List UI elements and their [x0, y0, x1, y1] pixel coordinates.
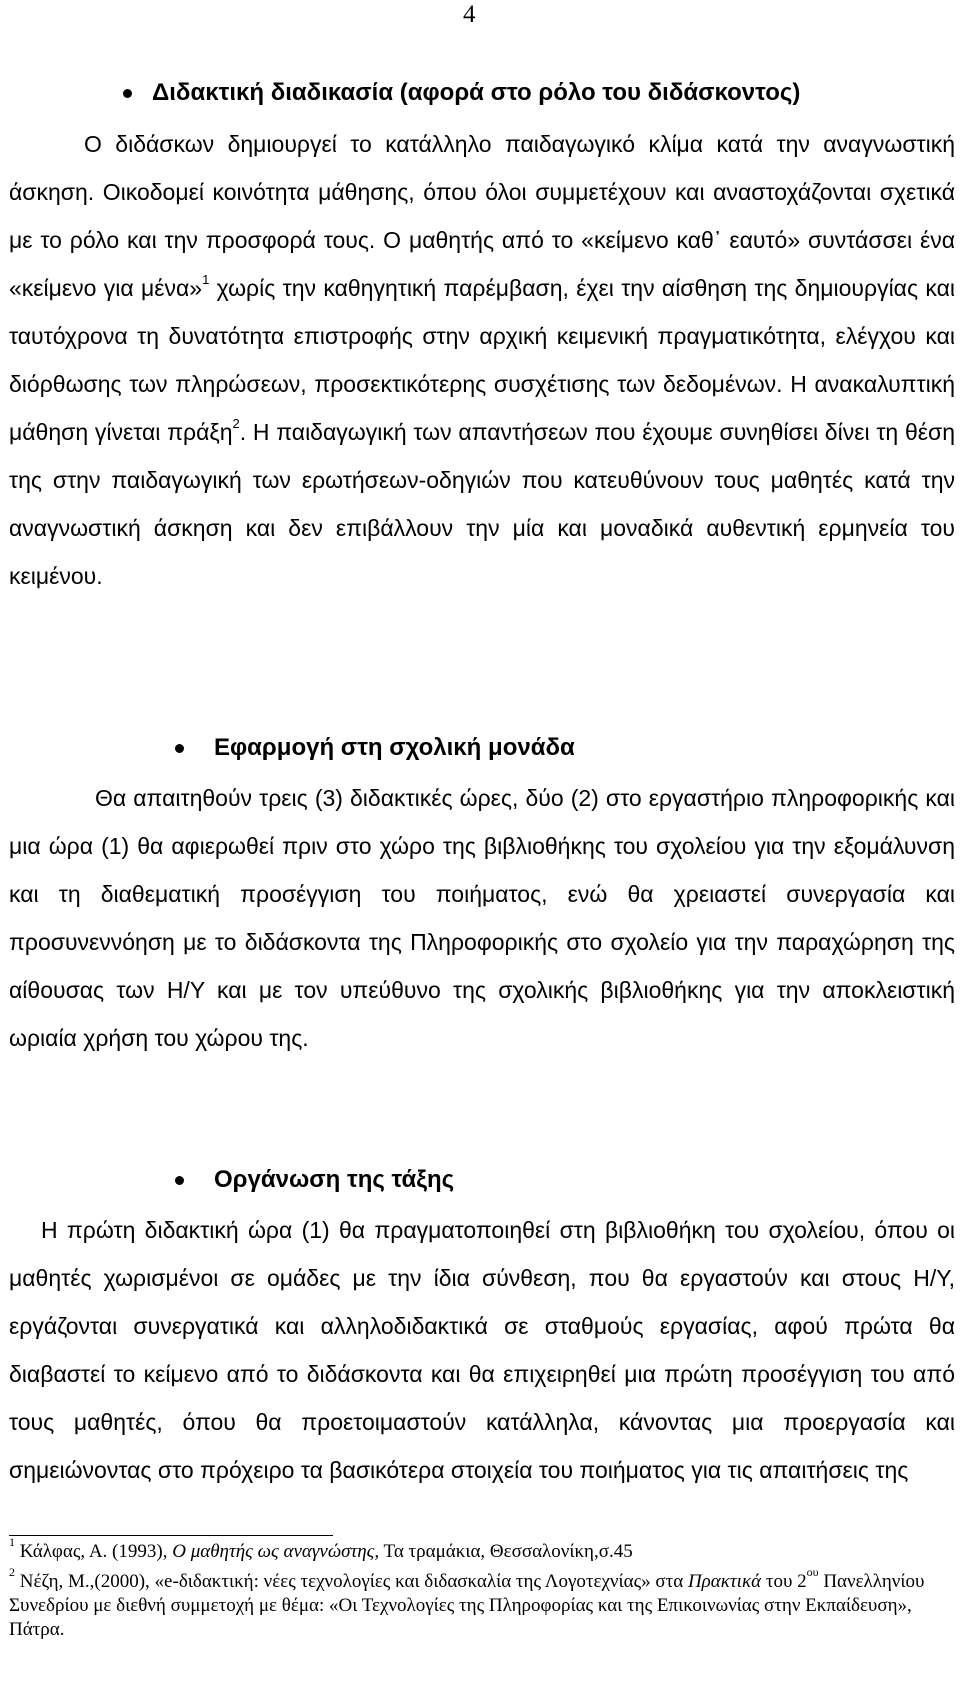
heading-text: Οργάνωση της τάξης: [214, 1166, 455, 1193]
footnote-number: 2: [9, 1564, 15, 1579]
footnote-title: Πρακτικά: [687, 1571, 762, 1592]
paragraph-text: Ο διδάσκων δημιουργεί το κατάλληλο παιδαγωγικό κλίμα κατά την αναγνωστική άσκηση. Οικοδομεί κοινότητα μάθησης, όπου όλοι συμμετέχουν και αναστοχάζονται σχετικά με το ρόλο και την προσφορά τους. Ο μαθητής από το «κείμενο καθ᾽ εαυτό» συντάσσει ένα «κείμενο για μένα»: [9, 131, 955, 301]
footnote-number: 1: [9, 1534, 15, 1549]
footnote-2: [9, 1564, 955, 1642]
footnote-text: Τα τραμάκια, Θεσσαλονίκη,σ.45: [379, 1541, 633, 1562]
bullet-icon: [175, 1176, 184, 1185]
bullet-icon: [175, 744, 184, 753]
section-class-organization: [9, 1160, 955, 1546]
page-number: 4: [463, 1, 476, 28]
footnote-text: Κάλφας, Α. (1993),: [15, 1541, 173, 1562]
section-heading: [9, 73, 955, 113]
footnote-text: Νέζη, Μ.,(2000), «e-διδακτική: νέες τεχνολογίες και διδασκαλία της Λογοτεχνίας» στα: [15, 1571, 688, 1592]
bullet-icon: [123, 89, 132, 98]
heading-text: Διδακτική διαδικασία (αφορά στο ρόλο του διδάσκοντος): [152, 79, 801, 106]
paragraph-text: . Η παιδαγωγική των απαντήσεων που έχουμε συνηθίσει δίνει τη θέση της στην παιδαγωγική των ερωτήσεων-οδηγιών που κατευθύνουν τους μαθητές κατά την αναγνωστική άσκηση και δεν επιβάλλουν την μία και μοναδικά αυθεντική ερμηνεία του κειμένου.: [9, 419, 955, 589]
section-heading: [9, 1160, 955, 1200]
paragraph: [9, 120, 955, 600]
footnote-ref[interactable]: 1: [202, 272, 210, 288]
footnote-text: του 2: [761, 1571, 807, 1592]
paragraph-text: χωρίς την καθηγητική παρέμβαση, έχει την αίσθηση της δημιουργίας και ταυτόχρονα τη δυνατότητα επιστροφής στην αρχική κειμενική πραγματικότητα, ελέγχου και διόρθωσης των πληρώσεων, προσεκτικότερης συσχέτισης των δεδομένων. Η ανακαλυπτική μάθηση γίνεται πράξη: [9, 275, 956, 445]
footnote-text: Πανελληνίου Συνεδρίου με διεθνή συμμετοχή με θέμα: «Οι Τεχνολογίες της Πληροφορίας και της Επικοινωνίας στην Εκπαίδευση», Πάτρα.: [9, 1571, 925, 1640]
ordinal-suffix: ου: [806, 1564, 819, 1579]
section-school-application: [9, 728, 955, 1062]
paragraph: Η πρώτη διδακτική ώρα (1) θα πραγματοποιηθεί στη βιβλιοθήκη του σχολείου, όπου οι μαθητές χωρισμένοι σε ομάδες με την ίδια σύνθεση, που θα εργαστούν και στους Η/Υ, εργάζονται συνεργατικά και αλληλοδιδακτικά σε σταθμούς εργασίας, αφού πρώτα θα διαβαστεί το κείμενο από το διδάσκοντα και θα επιχειρηθεί μια πρώτη προσέγγιση του από τους μαθητές, όπου θα προετοιμαστούν κατάλληλα, κάνοντας μια προεργασία και σημειώνοντας στο πρόχειρο τα βασικότερα στοιχεία του ποιήματος για τις απαιτήσεις της: [9, 1217, 955, 1483]
section-heading: [9, 728, 955, 768]
footnote-separator: [9, 1535, 333, 1536]
section-didactic-process: [9, 73, 955, 600]
heading-text: Εφαρμογή στη σχολική μονάδα: [214, 734, 575, 761]
paragraph: Θα απαιτηθούν τρεις (3) διδακτικές ώρες, δύο (2) στο εργαστήριο πληροφορικής και μια ώρα (1) θα αφιερωθεί πριν στο χώρο της βιβλιοθήκης του σχολείου για την εξομάλυνση και τη διαθεματική προσέγγιση του ποιήματος, ενώ θα χρειαστεί συνεργασία και προσυνεννόηση με το διδάσκοντα της Πληροφορικής στο σχολείο για την παραχώρηση της αίθουσας των Η/Υ και με τον υπεύθυνο της σχολικής βιβλιοθήκης για την αποκλειστική ωριαία χρήση του χώρου της.: [9, 785, 955, 1051]
footnote-title: Ο μαθητής ως αναγνώστης,: [172, 1541, 380, 1562]
footnote-ref[interactable]: 2: [232, 416, 240, 432]
footnotes: [9, 1534, 955, 1642]
footnote-1: [9, 1534, 955, 1564]
